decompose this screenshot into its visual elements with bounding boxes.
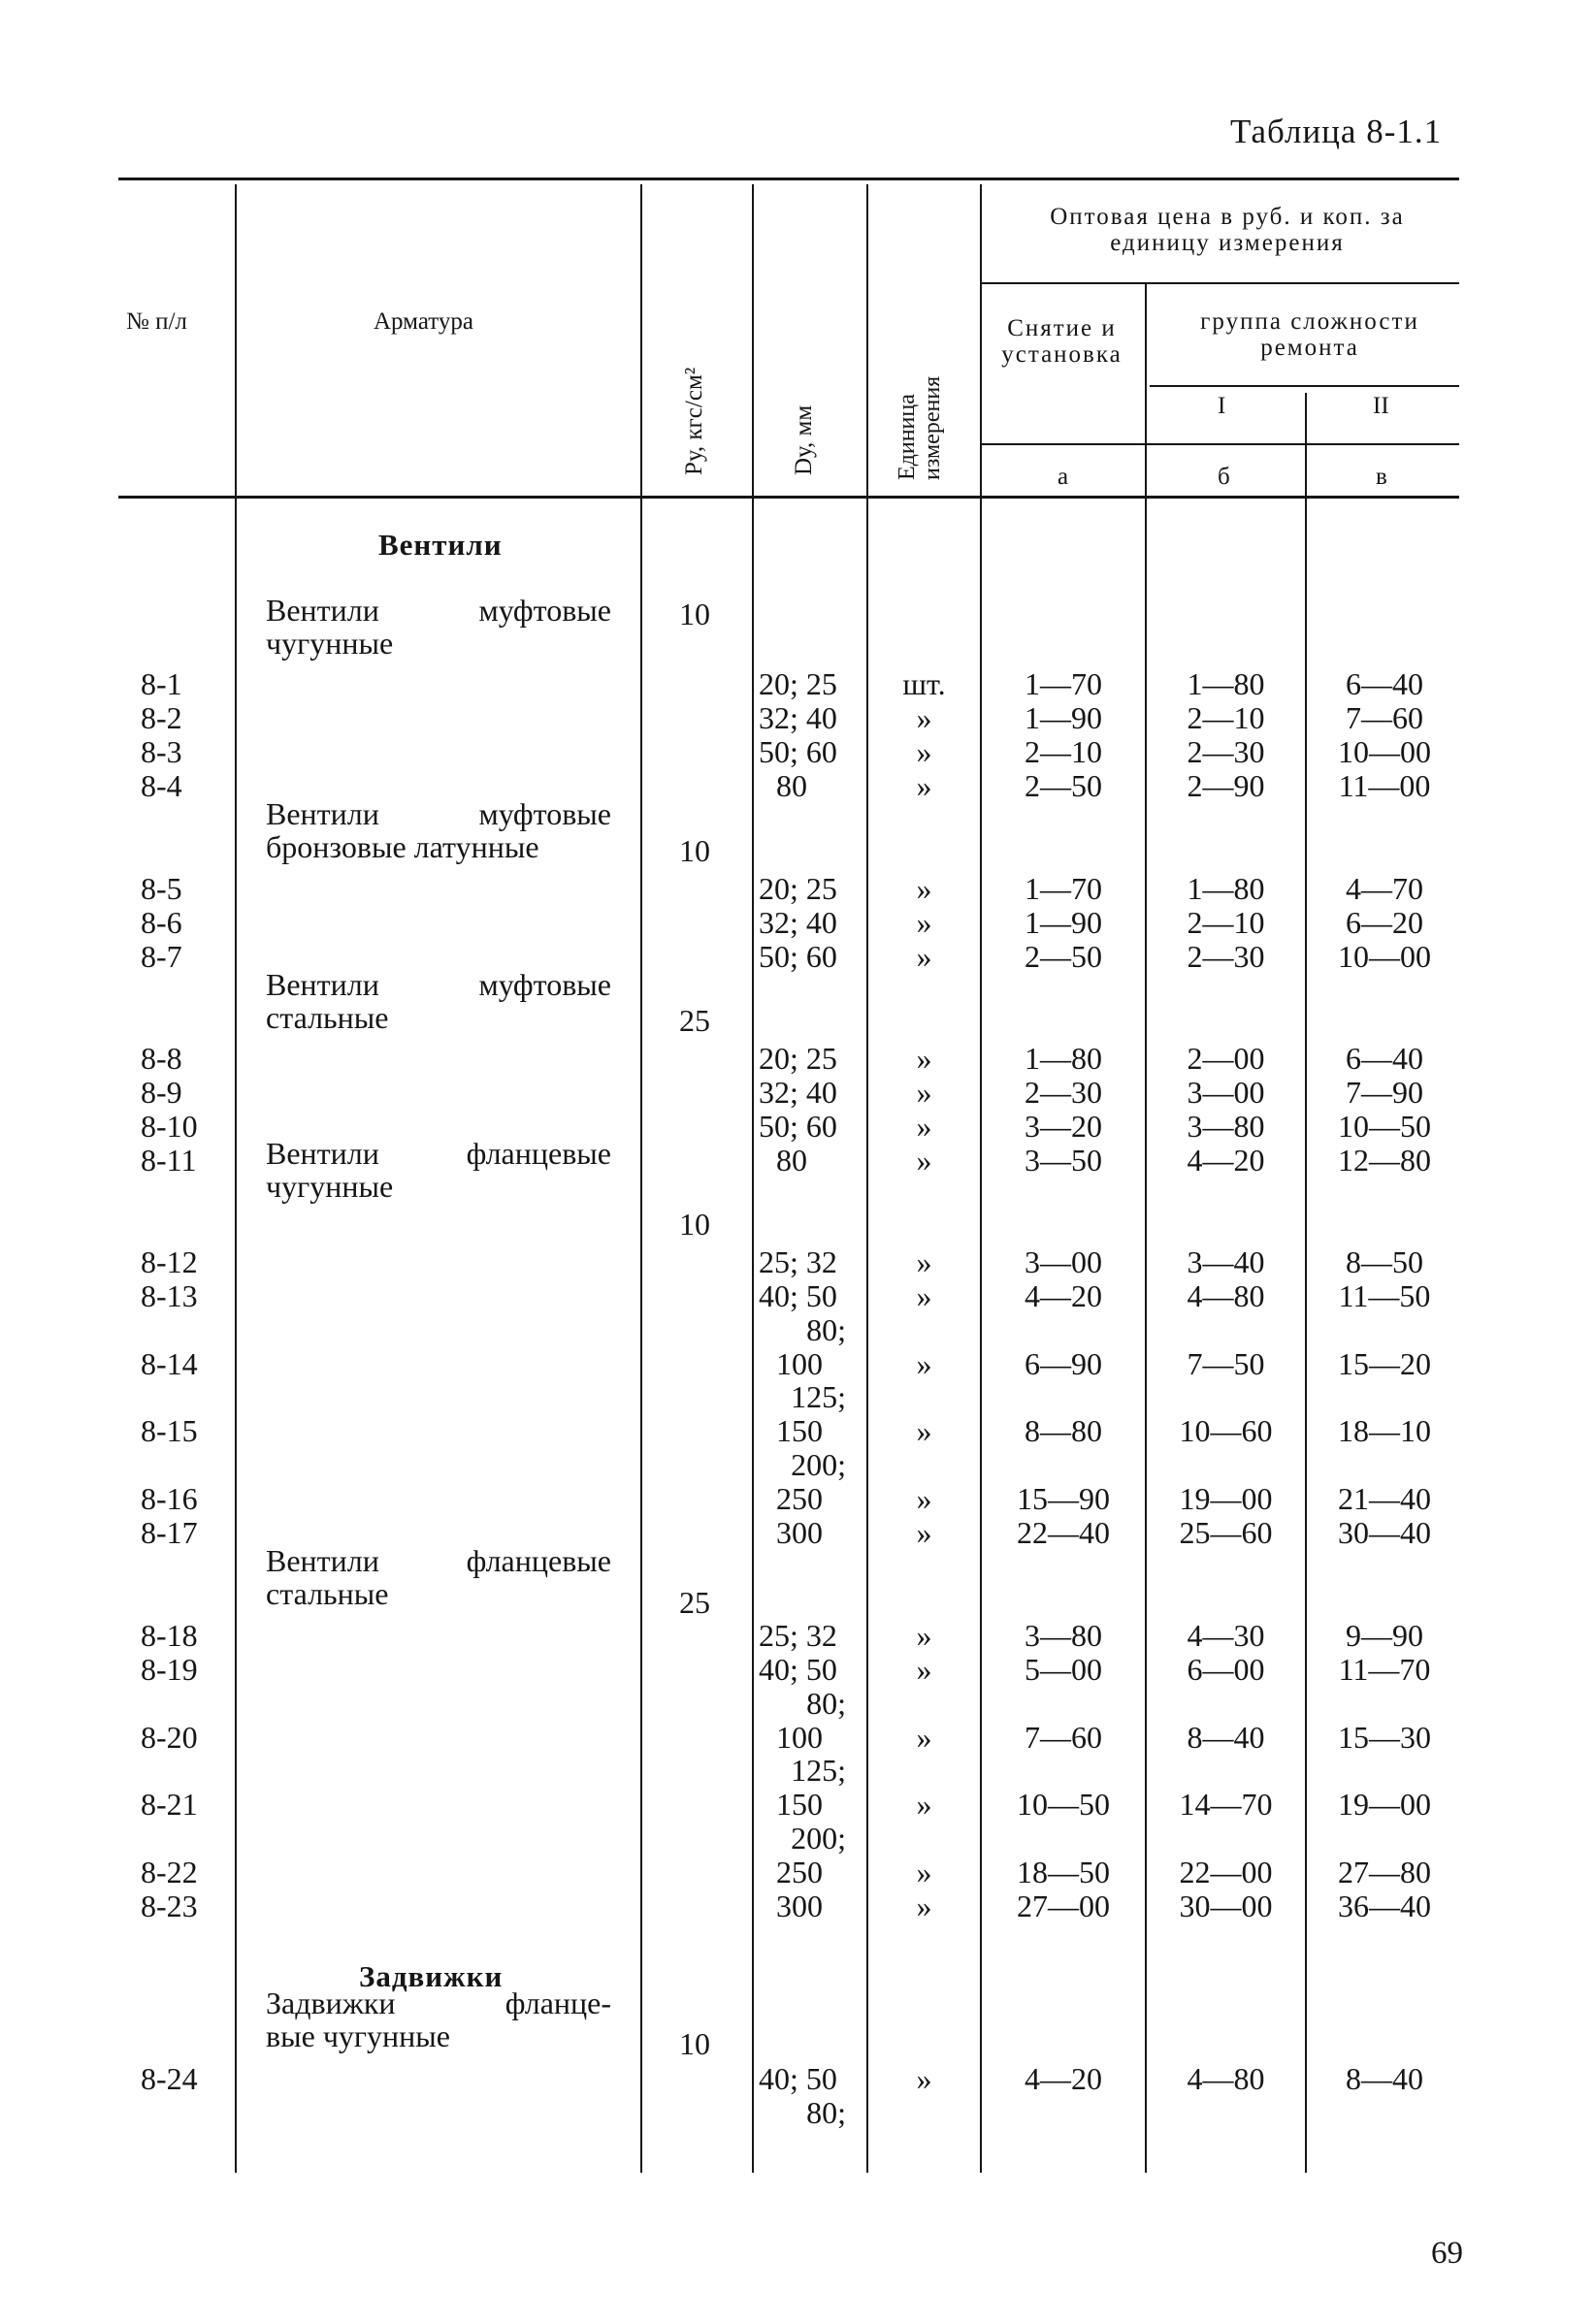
row-price-group-1: 4—80 xyxy=(1187,2061,1265,2096)
row-number: 8-18 xyxy=(141,1618,198,1653)
row-number: 8-11 xyxy=(141,1143,197,1178)
row-price-install: 3—20 xyxy=(1025,1109,1102,1144)
row-price-group-1: 3—40 xyxy=(1187,1244,1265,1279)
row-diameter-prefix: 200; xyxy=(791,1821,846,1856)
row-number: 8-7 xyxy=(141,939,182,974)
row-price-install: 3—50 xyxy=(1025,1143,1102,1178)
row-price-group-1: 3—00 xyxy=(1187,1075,1265,1110)
row-price-group-1: 4—80 xyxy=(1187,1278,1265,1313)
row-price-install: 1—80 xyxy=(1025,1041,1102,1076)
header-armatura: Арматура xyxy=(374,308,473,335)
col-rule-2 xyxy=(640,184,642,2173)
row-number: 8-24 xyxy=(141,2061,198,2096)
row-price-group-2: 7—90 xyxy=(1346,1075,1423,1110)
row-diameter: 40; 50 xyxy=(759,2061,837,2096)
row-number: 8-22 xyxy=(141,1855,198,1889)
row-number: 8-10 xyxy=(141,1109,198,1144)
row-price-group-1: 30—00 xyxy=(1179,1888,1273,1923)
row-price-group-1: 25—60 xyxy=(1179,1515,1273,1550)
row-unit: » xyxy=(916,871,932,906)
group-title-line2: чугунные xyxy=(266,626,394,661)
row-price-group-2: 30—40 xyxy=(1338,1515,1431,1550)
row-unit: » xyxy=(916,1041,932,1076)
header-pressure: Pу, кгс/см² xyxy=(681,367,707,475)
row-price-group-2: 6—40 xyxy=(1346,666,1423,701)
row-unit: » xyxy=(916,939,932,974)
group-pressure: 10 xyxy=(679,1207,710,1242)
group-title-line2: стальные xyxy=(266,1000,389,1035)
row-unit: » xyxy=(916,1075,932,1110)
group-pressure: 10 xyxy=(679,833,710,868)
row-diameter: 20; 25 xyxy=(759,666,837,701)
row-number: 8-23 xyxy=(141,1888,198,1923)
row-number: 8-1 xyxy=(141,666,182,701)
row-unit: » xyxy=(916,1481,932,1516)
page-number: 69 xyxy=(1431,2236,1463,2271)
row-price-group-1: 2—30 xyxy=(1187,939,1265,974)
row-unit: » xyxy=(916,768,932,803)
group-title-word: муфтовые xyxy=(478,796,611,831)
row-price-group-2: 7—60 xyxy=(1346,700,1423,735)
row-number: 8-15 xyxy=(141,1413,198,1448)
row-price-group-2: 6—20 xyxy=(1346,905,1423,940)
row-number: 8-13 xyxy=(141,1278,198,1313)
header-repair-group: группа сложности ремонта xyxy=(1200,308,1419,361)
row-diameter: 50; 60 xyxy=(759,734,837,769)
row-unit: » xyxy=(916,1244,932,1279)
group-title-line1 xyxy=(266,1986,611,2019)
row-price-install: 1—70 xyxy=(1025,871,1102,906)
row-number: 8-21 xyxy=(141,1787,198,1822)
group-title-line2: бронзовые латунные xyxy=(266,829,539,864)
row-unit: » xyxy=(916,1855,932,1889)
row-diameter: 50; 60 xyxy=(759,939,837,974)
row-price-group-2: 4—70 xyxy=(1346,871,1423,906)
row-diameter: 50; 60 xyxy=(759,1109,837,1144)
row-price-group-2: 36—40 xyxy=(1338,1888,1431,1923)
row-unit: » xyxy=(916,1618,932,1653)
row-diameter-prefix: 125; xyxy=(791,1753,846,1788)
group-title-word: Вентили xyxy=(266,1136,379,1171)
row-diameter: 20; 25 xyxy=(759,871,837,906)
row-diameter: 32; 40 xyxy=(759,905,837,940)
row-diameter: 32; 40 xyxy=(759,1075,837,1110)
row-diameter: 32; 40 xyxy=(759,700,837,735)
row-diameter: 250 xyxy=(776,1855,823,1889)
row-number: 8-14 xyxy=(141,1346,198,1381)
row-unit: » xyxy=(916,1515,932,1550)
row-price-install: 1—90 xyxy=(1025,700,1102,735)
row-price-group-2: 6—40 xyxy=(1346,1041,1423,1076)
row-price-install: 6—90 xyxy=(1025,1346,1102,1381)
group-pressure: 25 xyxy=(679,1003,710,1038)
price-sub-rule xyxy=(980,282,1459,284)
row-number: 8-6 xyxy=(141,905,182,940)
row-price-group-1: 10—60 xyxy=(1179,1413,1273,1448)
row-price-group-1: 3—80 xyxy=(1187,1109,1265,1144)
row-price-install: 1—70 xyxy=(1025,666,1102,701)
row-price-install: 3—00 xyxy=(1025,1244,1102,1279)
row-price-install: 2—30 xyxy=(1025,1075,1102,1110)
header-unit: Единица измерения xyxy=(895,375,945,480)
row-price-group-2: 11—50 xyxy=(1338,1278,1431,1313)
row-price-group-2: 9—90 xyxy=(1346,1618,1423,1653)
header-letter-a: а xyxy=(1058,464,1069,490)
row-price-group-1: 2—10 xyxy=(1187,905,1265,940)
row-price-install: 4—20 xyxy=(1025,1278,1102,1313)
row-price-install: 10—50 xyxy=(1017,1787,1110,1822)
row-number: 8-12 xyxy=(141,1244,198,1279)
row-price-group-1: 8—40 xyxy=(1187,1720,1265,1755)
header-letter-b: б xyxy=(1218,464,1230,490)
group-title-word: Вентили xyxy=(266,967,379,1002)
row-unit: » xyxy=(916,700,932,735)
row-unit: » xyxy=(916,1787,932,1822)
row-unit: » xyxy=(916,905,932,940)
group-pressure: 25 xyxy=(679,1585,710,1620)
col-rule-3 xyxy=(752,184,754,2173)
row-price-install: 5—00 xyxy=(1025,1652,1102,1687)
row-number: 8-5 xyxy=(141,871,182,906)
header-diameter: Dу, мм xyxy=(791,404,817,475)
header-bottom-rule xyxy=(118,496,1459,499)
row-diameter: 300 xyxy=(776,1515,823,1550)
group-title-word: муфтовые xyxy=(478,967,611,1002)
row-unit: » xyxy=(916,1143,932,1178)
row-price-group-2: 11—00 xyxy=(1338,768,1431,803)
header-num: № п/л xyxy=(126,308,187,335)
row-price-group-2: 12—80 xyxy=(1338,1143,1431,1178)
row-number: 8-4 xyxy=(141,768,182,803)
row-unit: » xyxy=(916,1652,932,1687)
table-title: Таблица 8-1.1 xyxy=(1230,113,1443,150)
row-price-install: 4—20 xyxy=(1025,2061,1102,2096)
row-diameter: 250 xyxy=(776,1481,823,1516)
row-price-group-2: 10—00 xyxy=(1338,939,1431,974)
repair-sub-rule xyxy=(1150,385,1459,387)
group-title-line2: стальные xyxy=(266,1576,389,1611)
row-price-group-1: 19—00 xyxy=(1179,1481,1273,1516)
row-unit: » xyxy=(916,1413,932,1448)
row-price-install: 18—50 xyxy=(1017,1855,1110,1889)
row-price-install: 22—40 xyxy=(1017,1515,1110,1550)
row-price-group-1: 7—50 xyxy=(1187,1346,1265,1381)
row-price-group-2: 11—70 xyxy=(1338,1652,1431,1687)
row-number: 8-3 xyxy=(141,734,182,769)
row-price-install: 27—00 xyxy=(1017,1888,1110,1923)
row-price-group-2: 8—50 xyxy=(1346,1244,1423,1279)
row-number: 8-19 xyxy=(141,1652,198,1687)
row-price-group-1: 2—10 xyxy=(1187,700,1265,735)
group-title-line1 xyxy=(266,594,611,627)
row-number: 8-8 xyxy=(141,1041,182,1076)
row-price-group-2: 19—00 xyxy=(1338,1787,1431,1822)
group-title-line1 xyxy=(266,968,611,1001)
row-unit: » xyxy=(916,2061,932,2096)
row-price-install: 7—60 xyxy=(1025,1720,1102,1755)
group-title-word: Вентили xyxy=(266,796,379,831)
header-letter-v: в xyxy=(1376,464,1387,490)
row-price-install: 3—80 xyxy=(1025,1618,1102,1653)
row-price-group-2: 10—50 xyxy=(1338,1109,1431,1144)
row-number: 8-17 xyxy=(141,1515,198,1550)
row-price-group-1: 14—70 xyxy=(1179,1787,1273,1822)
row-price-install: 15—90 xyxy=(1017,1481,1110,1516)
group-title-word: фланце- xyxy=(505,1985,611,2020)
section-title-gates: Задвижки xyxy=(359,1959,504,1993)
row-price-group-2: 15—20 xyxy=(1338,1346,1431,1381)
row-number: 8-2 xyxy=(141,700,182,735)
group-title-word: фланцевые xyxy=(466,1543,611,1578)
row-diameter-suffix: 80; xyxy=(806,2095,846,2130)
row-diameter-prefix: 200; xyxy=(791,1447,846,1482)
row-number: 8-20 xyxy=(141,1720,198,1755)
group-title-word: Вентили xyxy=(266,1543,379,1578)
row-diameter: 20; 25 xyxy=(759,1041,837,1076)
header-top-rule xyxy=(118,178,1459,180)
group-pressure: 10 xyxy=(679,597,710,631)
row-diameter: 150 xyxy=(776,1413,823,1448)
row-diameter: 25; 32 xyxy=(759,1618,837,1653)
group-title-line1 xyxy=(266,797,611,830)
row-price-group-1: 4—30 xyxy=(1187,1618,1265,1653)
group-title-word: фланцевые xyxy=(466,1136,611,1171)
row-price-group-1: 2—90 xyxy=(1187,768,1265,803)
row-unit: » xyxy=(916,1720,932,1755)
row-price-group-2: 21—40 xyxy=(1338,1481,1431,1516)
row-diameter: 25; 32 xyxy=(759,1244,837,1279)
row-number: 8-16 xyxy=(141,1481,198,1516)
group-title-line2: чугунные xyxy=(266,1169,394,1204)
row-price-install: 2—50 xyxy=(1025,939,1102,974)
row-price-install: 2—50 xyxy=(1025,768,1102,803)
group-title-line1 xyxy=(266,1137,611,1170)
row-unit: » xyxy=(916,1109,932,1144)
row-price-group-1: 4—20 xyxy=(1187,1143,1265,1178)
header-group-i: I xyxy=(1218,393,1226,419)
group-title-line2: вые чугунные xyxy=(266,2018,450,2053)
row-diameter: 40; 50 xyxy=(759,1278,837,1313)
row-diameter: 80 xyxy=(776,1143,807,1178)
row-price-group-1: 22—00 xyxy=(1179,1855,1273,1889)
row-unit: » xyxy=(916,1278,932,1313)
row-price-group-1: 2—00 xyxy=(1187,1041,1265,1076)
row-price-install: 2—10 xyxy=(1025,734,1102,769)
row-unit: » xyxy=(916,1346,932,1381)
group-title-word: муфтовые xyxy=(478,593,611,628)
row-diameter: 40; 50 xyxy=(759,1652,837,1687)
row-diameter: 150 xyxy=(776,1787,823,1822)
col-rule-1 xyxy=(235,184,237,2173)
group-title-line1 xyxy=(266,1544,611,1577)
group-title-word: Задвижки xyxy=(266,1985,396,2020)
row-price-install: 1—90 xyxy=(1025,905,1102,940)
row-price-group-1: 6—00 xyxy=(1187,1652,1265,1687)
row-price-group-2: 10—00 xyxy=(1338,734,1431,769)
header-group-ii: II xyxy=(1373,393,1389,419)
row-price-group-2: 18—10 xyxy=(1338,1413,1431,1448)
header-install: Снятие и установка xyxy=(1001,315,1123,368)
row-price-group-2: 15—30 xyxy=(1338,1720,1431,1755)
row-diameter-prefix: 80; xyxy=(806,1686,846,1721)
row-price-group-1: 1—80 xyxy=(1187,666,1265,701)
group-pressure: 10 xyxy=(679,2026,710,2061)
row-price-group-1: 1—80 xyxy=(1187,871,1265,906)
row-price-group-2: 8—40 xyxy=(1346,2061,1423,2096)
row-price-group-2: 27—80 xyxy=(1338,1855,1431,1889)
row-price-install: 8—80 xyxy=(1025,1413,1102,1448)
row-unit: шт. xyxy=(902,666,946,701)
group-title-word: Вентили xyxy=(266,593,379,628)
row-unit: » xyxy=(916,1888,932,1923)
row-diameter: 80 xyxy=(776,768,807,803)
letters-rule xyxy=(980,443,1459,445)
row-number: 8-9 xyxy=(141,1075,182,1110)
row-diameter-prefix: 125; xyxy=(791,1379,846,1414)
row-unit: » xyxy=(916,734,932,769)
header-price-group: Оптовая цена в руб. и коп. за единицу измерения xyxy=(1050,204,1405,256)
row-diameter: 100 xyxy=(776,1346,823,1381)
row-diameter: 100 xyxy=(776,1720,823,1755)
section-title-valves: Вентили xyxy=(378,528,503,562)
row-diameter-prefix: 80; xyxy=(806,1312,846,1347)
row-diameter: 300 xyxy=(776,1888,823,1923)
row-price-group-1: 2—30 xyxy=(1187,734,1265,769)
